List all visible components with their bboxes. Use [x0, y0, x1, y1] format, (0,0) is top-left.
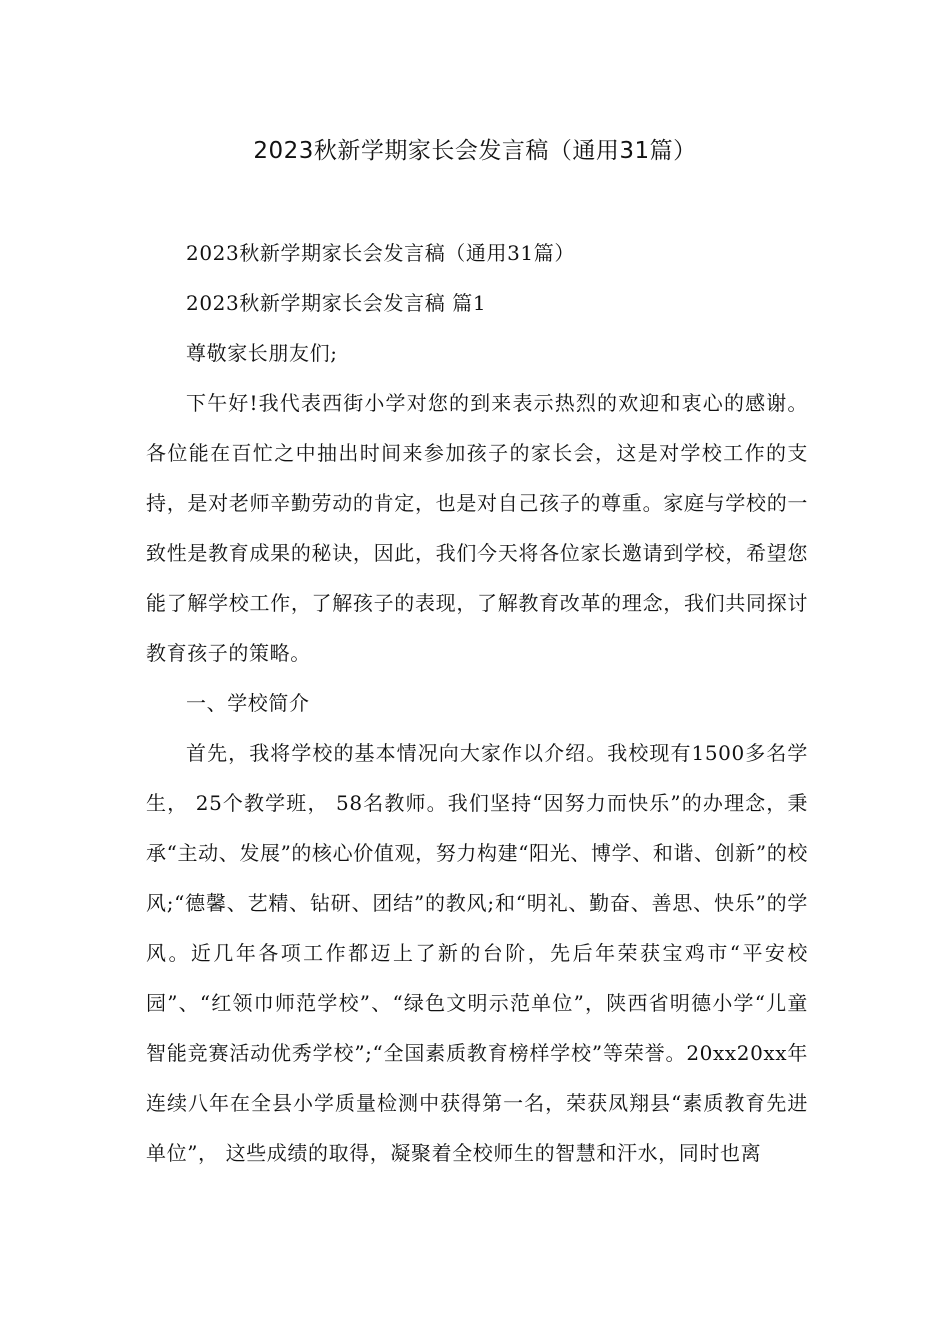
paragraph-subheading: 一、学校简介: [186, 691, 310, 715]
document-body: [146, 228, 808, 1178]
paragraph-salutation: 尊敬家长朋友们;: [186, 341, 338, 365]
paragraph-school-intro: 首先，我将学校的基本情况向大家作以介绍。我校现有1500多名学生， 25个教学班， 58名教师。我们坚持“因努力而快乐”的办理念，秉承“主动、发展”的核心价值观，努力构建“阳光、博学、和谐、创新”的校风;“德馨、艺精、钻研、团结”的教风;和“明礼、勤奋、善思、快乐”的学风。近几年各项工作都迈上了新的台阶，先后年荣获宝鸡市“平安校园”、“红领巾师范学校”、“绿色文明示范单位”，陕西省明德小学“儿童智能竞赛活动优秀学校”;“全国素质教育榜样学校”等荣誉。20xx20xx年连续八年在全县小学质量检测中获得第一名，荣获凤翔县“素质教育先进单位”， 这些成绩的取得，凝聚着全校师生的智慧和汗水，同时也离: [146, 741, 808, 1165]
document-title: 2023秋新学期家长会发言稿（通用31篇）: [253, 138, 697, 164]
paragraph-greeting: 下午好!我代表西街小学对您的到来表示热烈的欢迎和衷心的感谢。各位能在百忙之中抽出时间来参加孩子的家长会，这是对学校工作的支持，是对老师辛勤劳动的肯定，也是对自己孩子的尊重。家庭与学校的一致性是教育成果的秘诀，因此，我们今天将各位家长邀请到学校，希望您能了解学校工作，了解孩子的表现，了解教育改革的理念，我们共同探讨教育孩子的策略。: [146, 391, 808, 665]
paragraph-section-title: 2023秋新学期家长会发言稿 篇1: [186, 291, 487, 315]
paragraph-heading: 2023秋新学期家长会发言稿（通用31篇）: [186, 241, 575, 265]
